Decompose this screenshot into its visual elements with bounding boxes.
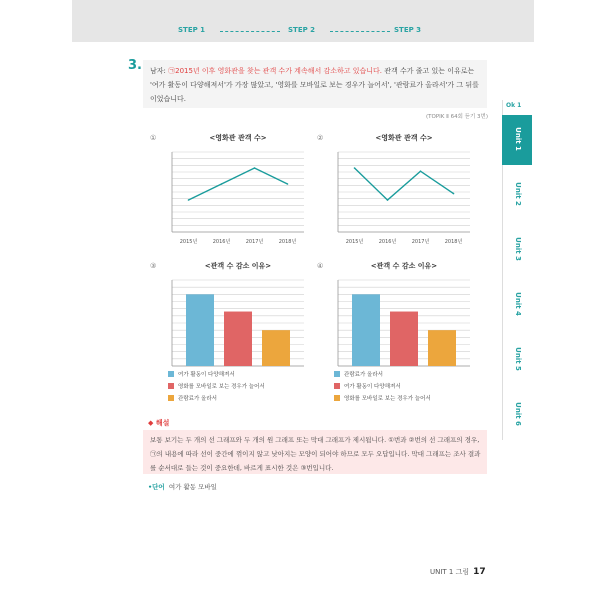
option-3[interactable]: ③ <box>150 262 157 270</box>
page-number: 17 <box>473 567 486 577</box>
legend-label: 영화를 모바일로 보는 경우가 늘어서 <box>178 384 265 390</box>
bar-chart-4 <box>334 261 470 402</box>
tab-unit-5[interactable] <box>502 335 532 385</box>
sidebar-top-label: Ok 1 <box>506 102 522 109</box>
bar <box>224 312 252 366</box>
legend-label: 관람료가 올라서 <box>178 396 217 402</box>
vocab-line <box>148 482 217 491</box>
tab-unit-4[interactable] <box>502 280 532 330</box>
vocab-label: •단어 <box>148 483 165 491</box>
tick-label: 2016년 <box>212 239 231 245</box>
source-note: (TOPIK Ⅱ 64회 듣기 3번) <box>426 114 488 120</box>
legend-label: 여가 활동이 다양해져서 <box>344 384 401 390</box>
footer-unit: UNIT 1 그림 <box>430 568 470 576</box>
bar <box>428 330 456 366</box>
data-point <box>354 167 356 169</box>
legend-swatch <box>334 371 340 377</box>
question-rest: 관객 수가 줄고 있는 이유로는 '여가 활동이 다양해져서'가 가장 많았고, '영화를 모바일로 보는 경우가 늘어서', '관람료가 올라서'가 그 뒤를 이었습니다. <box>150 67 479 103</box>
bar <box>186 294 214 366</box>
legend-swatch <box>168 371 174 377</box>
data-point <box>453 193 455 195</box>
legend-swatch <box>168 383 174 389</box>
explanation-text: 보통 보기는 두 개의 선 그래프와 두 개의 원 그래프 또는 막대 그래프가 제시됩니다. ①번과 ②번의 선 그래프의 경우, ㉠의 내용에 따라 선이 중간에 꺾이지 않고 낮아지는 모양이 되어야 하므로 모두 오답입니다. 막대 그래프는 조사 결과를 순서대로 들는 것이 중요한데, 바르게 표시한 것은 ③번입니다. <box>150 436 481 472</box>
series-line <box>355 168 454 200</box>
tab-label: Unit 1 <box>513 127 522 151</box>
chart-title: <관객 수 감소 이유> <box>204 262 272 270</box>
series-line <box>189 168 288 200</box>
data-point <box>420 170 422 172</box>
option-2[interactable]: ② <box>317 134 324 142</box>
tick-label: 2016년 <box>378 239 397 245</box>
chart-title: <영화관 관객 수> <box>209 134 267 142</box>
data-point <box>188 199 190 201</box>
explanation-heading: ◆ 해설 <box>148 419 170 427</box>
tick-label: 2018년 <box>444 239 463 245</box>
speaker-label: 남자: <box>150 67 169 75</box>
tab-unit-3[interactable] <box>502 225 532 275</box>
data-point <box>387 199 389 201</box>
legend-swatch <box>334 383 340 389</box>
line-chart-1 <box>172 133 304 245</box>
tab-unit-1[interactable] <box>502 115 532 165</box>
bar <box>262 330 290 366</box>
legend-label: 영화를 모바일로 보는 경우가 늘어서 <box>344 396 431 402</box>
tab-label: Unit 4 <box>513 292 522 316</box>
tab-label: Unit 3 <box>513 237 522 261</box>
legend-label: 여가 활동이 다양해져서 <box>178 372 235 378</box>
tab-unit-6[interactable] <box>502 390 532 440</box>
legend-swatch <box>334 395 340 401</box>
bar <box>390 312 418 366</box>
data-point <box>287 183 289 185</box>
tick-label: 2017년 <box>245 239 264 245</box>
bar-chart-3 <box>168 261 304 402</box>
step-2-label: STEP 2 <box>288 26 316 34</box>
vocab-words: 여가 활동 모바일 <box>168 483 217 491</box>
step-1-label: STEP 1 <box>178 26 206 34</box>
data-point <box>221 183 223 185</box>
highlight-sentence: ㉠2015년 이후 영화관을 찾는 관객 수가 계속해서 감소하고 있습니다. <box>168 67 382 75</box>
page-footer <box>430 567 486 577</box>
tick-label: 2015년 <box>179 239 198 245</box>
tab-label: Unit 2 <box>513 182 522 206</box>
option-1[interactable]: ① <box>150 134 157 142</box>
tab-unit-2[interactable] <box>502 170 532 220</box>
tab-label: Unit 6 <box>513 402 522 426</box>
tick-label: 2017년 <box>411 239 430 245</box>
bar <box>352 294 380 366</box>
chart-title: <영화관 관객 수> <box>375 134 433 142</box>
option-4[interactable]: ④ <box>317 262 324 270</box>
tab-label: Unit 5 <box>513 347 522 371</box>
tick-label: 2018년 <box>278 239 297 245</box>
tick-label: 2015년 <box>345 239 364 245</box>
legend-swatch <box>168 395 174 401</box>
data-point <box>254 167 256 169</box>
line-chart-2 <box>338 133 470 245</box>
question-number: 3. <box>128 58 142 73</box>
chart-title: <관객 수 감소 이유> <box>370 262 438 270</box>
step-3-label: STEP 3 <box>394 26 422 34</box>
legend-label: 관람료가 올라서 <box>344 372 383 378</box>
